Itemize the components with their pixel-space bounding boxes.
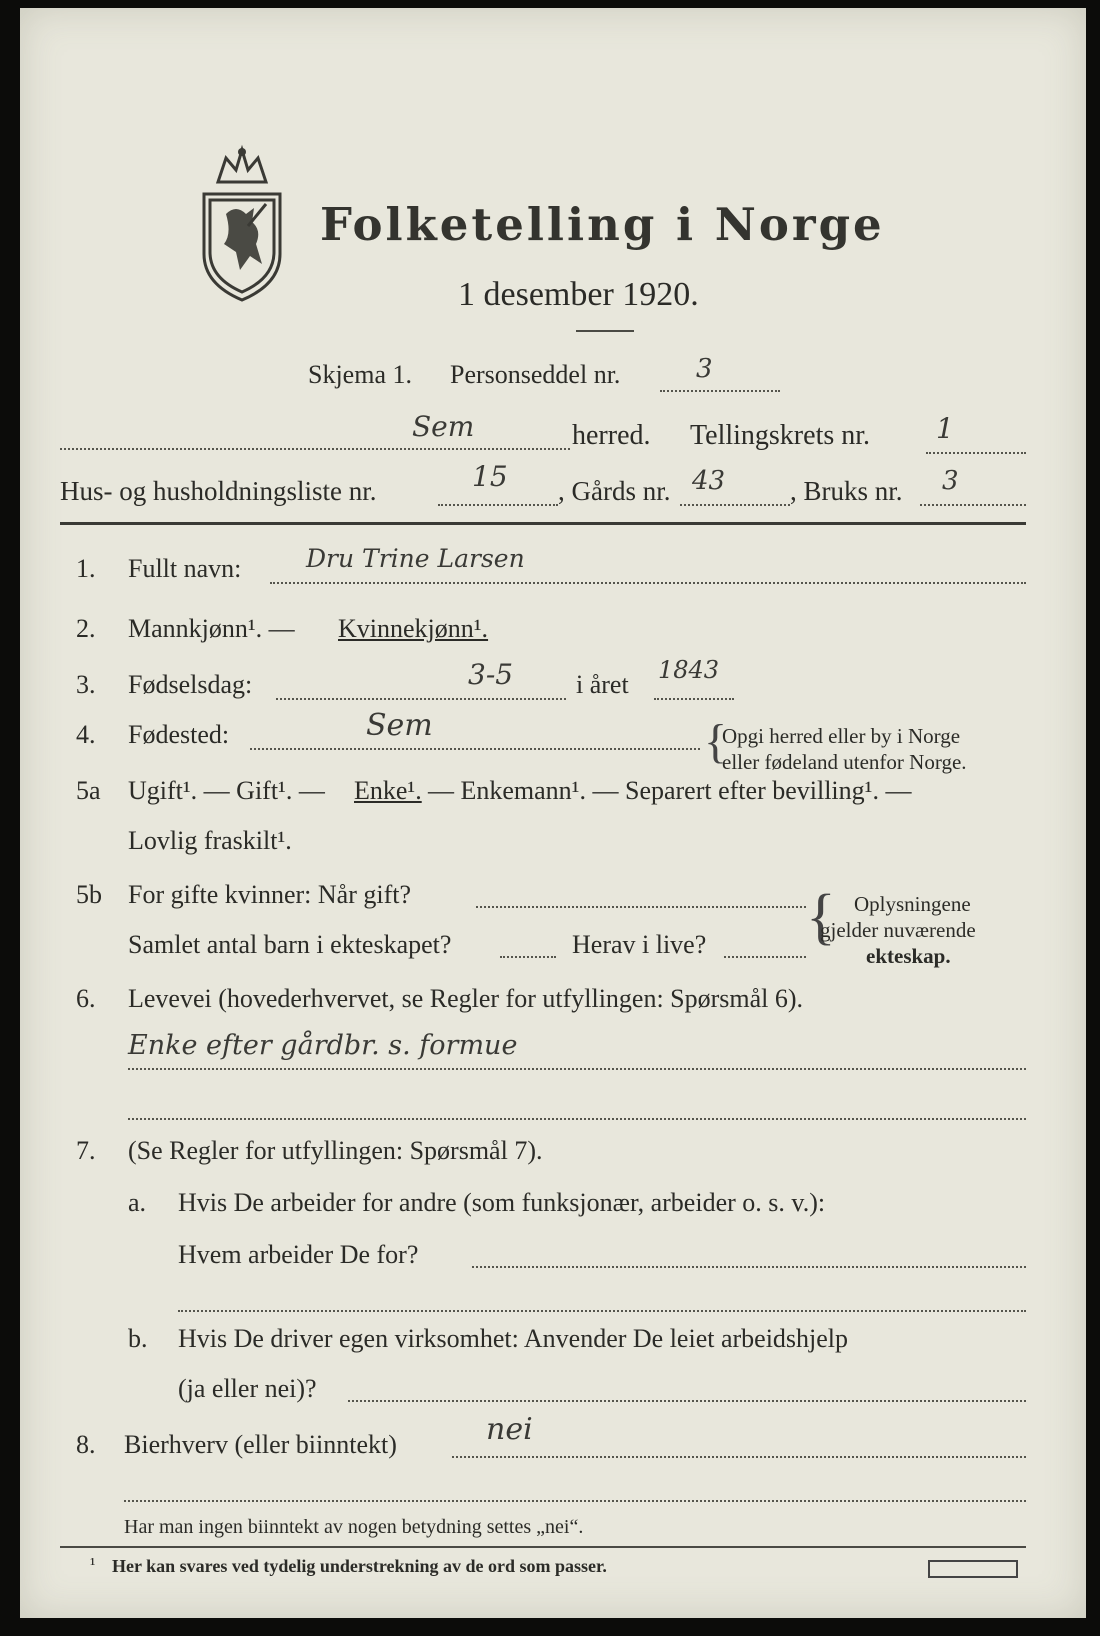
q7a-letter: a.: [128, 1188, 147, 1217]
footnote-text: Her kan svares ved tydelig understrekning av de ord som passer.: [112, 1556, 607, 1576]
q5b-married-line: [476, 906, 806, 908]
q4-note-1: Opgi herred eller by i Norge: [722, 724, 961, 748]
q5b-note-1: Oplysningene: [854, 892, 971, 916]
q1-line: [270, 582, 1026, 584]
footnote-mark: ¹: [90, 1554, 96, 1574]
q7b-text: Hvis De driver egen virksomhet: Anvender De leiet arbeidshjelp: [178, 1324, 849, 1353]
tellingskrets-line: [926, 452, 1026, 454]
birth-year-value[interactable]: 1843: [658, 656, 720, 684]
birth-day-value[interactable]: 3-5: [468, 658, 514, 691]
gards-value[interactable]: 43: [692, 466, 726, 496]
bruks-value[interactable]: 3: [942, 466, 959, 496]
q7b-question: (ja eller nei)?: [178, 1374, 317, 1403]
gards-label: , Gårds nr.: [558, 476, 671, 506]
side-income-value[interactable]: nei: [486, 1412, 533, 1447]
option-enke[interactable]: Enke¹.: [354, 776, 422, 805]
bruks-line: [920, 504, 1026, 506]
q7-label: (Se Regler for utfyllingen: Spørsmål 7).: [128, 1136, 543, 1165]
q3-year-line: [654, 698, 734, 700]
census-date: 1 desember 1920.: [458, 276, 699, 313]
herred-label: herred.: [572, 420, 651, 451]
q7a-question: Hvem arbeider De for?: [178, 1240, 419, 1269]
bruks-label: , Bruks nr.: [790, 476, 903, 506]
q4-number: 4.: [76, 720, 96, 749]
coat-of-arms-icon: [196, 144, 288, 304]
full-name-value[interactable]: Dru Trine Larsen: [306, 544, 525, 573]
q5b-alive-line: [724, 956, 806, 958]
form-title: Folketelling i Norge: [320, 198, 885, 251]
q5b-brace: {: [806, 883, 836, 951]
q6-line-2: [128, 1118, 1026, 1120]
q3-day-line: [276, 698, 566, 700]
q5a-options-start[interactable]: Ugift¹. — Gift¹. —: [128, 776, 325, 805]
q7a-line-2[interactable]: [178, 1310, 1026, 1312]
q6-number: 6.: [76, 984, 96, 1013]
husliste-value[interactable]: 15: [472, 460, 508, 493]
husliste-label: Hus- og husholdningsliste nr.: [60, 476, 377, 506]
header-rule: [60, 522, 1026, 525]
q5b-children-label: Samlet antal barn i ekteskapet?: [128, 930, 452, 959]
personseddel-label: Personseddel nr.: [450, 360, 621, 389]
option-mannkjonn[interactable]: Mannkjønn¹. —: [128, 614, 295, 643]
q1-number: 1.: [76, 554, 96, 583]
q8-line-1: [452, 1456, 1026, 1458]
footnote-rule: [60, 1546, 1026, 1548]
q5b-number: 5b: [76, 880, 102, 909]
q8-line-2: [124, 1500, 1026, 1502]
herred-line: [60, 448, 570, 450]
tellingskrets-label: Tellingskrets nr.: [690, 420, 871, 451]
tellingskrets-value[interactable]: 1: [936, 412, 954, 445]
q7a-line-1[interactable]: [472, 1266, 1026, 1268]
nei-instruction: Har man ingen biinntekt av nogen betydning settes „nei“.: [124, 1516, 584, 1538]
q4-line: [250, 748, 700, 750]
option-lovlig-fraskilt[interactable]: Lovlig fraskilt¹.: [128, 826, 292, 855]
q5b-alive-label: Herav i live?: [572, 930, 707, 959]
q3-number: 3.: [76, 670, 96, 699]
personseddel-value[interactable]: 3: [696, 354, 713, 384]
q8-number: 8.: [76, 1430, 96, 1459]
q7a-text: Hvis De arbeider for andre (som funksjonær, arbeider o. s. v.):: [178, 1188, 826, 1217]
husliste-line: [438, 504, 558, 506]
census-form-page: [20, 8, 1086, 1618]
q3-label: Fødselsdag:: [128, 670, 253, 699]
q7b-letter: b.: [128, 1324, 148, 1353]
q1-label: Fullt navn:: [128, 554, 242, 583]
q8-label: Bierhverv (eller biinntekt): [124, 1430, 397, 1459]
occupation-value[interactable]: Enke efter gårdbr. s. formue: [128, 1030, 518, 1061]
q5b-note-3: ekteskap.: [866, 944, 951, 968]
q3-year-label: i året: [576, 670, 629, 699]
q5a-options-rest[interactable]: — Enkemann¹. — Separert efter bevilling¹. —: [428, 776, 912, 805]
option-kvinnekjonn[interactable]: Kvinnekjønn¹.: [338, 614, 489, 643]
schema-label: Skjema 1.: [308, 360, 412, 389]
q5b-label: For gifte kvinner: Når gift?: [128, 880, 412, 909]
personseddel-line: [660, 390, 780, 392]
q4-label: Fødested:: [128, 720, 230, 749]
q4-note-2: eller fødeland utenfor Norge.: [722, 750, 967, 774]
q2-number: 2.: [76, 614, 96, 643]
q7b-line[interactable]: [348, 1400, 1026, 1402]
gards-line: [680, 504, 790, 506]
q6-label: Levevei (hovederhvervet, se Regler for utfyllingen: Spørsmål 6).: [128, 984, 804, 1013]
q5b-children-line: [500, 956, 556, 958]
q5b-note-2: gjelder nuværende: [820, 918, 976, 942]
birthplace-value[interactable]: Sem: [366, 708, 433, 743]
herred-value[interactable]: Sem: [412, 410, 475, 443]
q6-line-1: [128, 1068, 1026, 1070]
q7-number: 7.: [76, 1136, 96, 1165]
title-divider: [576, 330, 634, 332]
q4-brace: {: [704, 715, 728, 768]
printer-stamp: [928, 1560, 1018, 1578]
q5a-number: 5a: [76, 776, 101, 805]
